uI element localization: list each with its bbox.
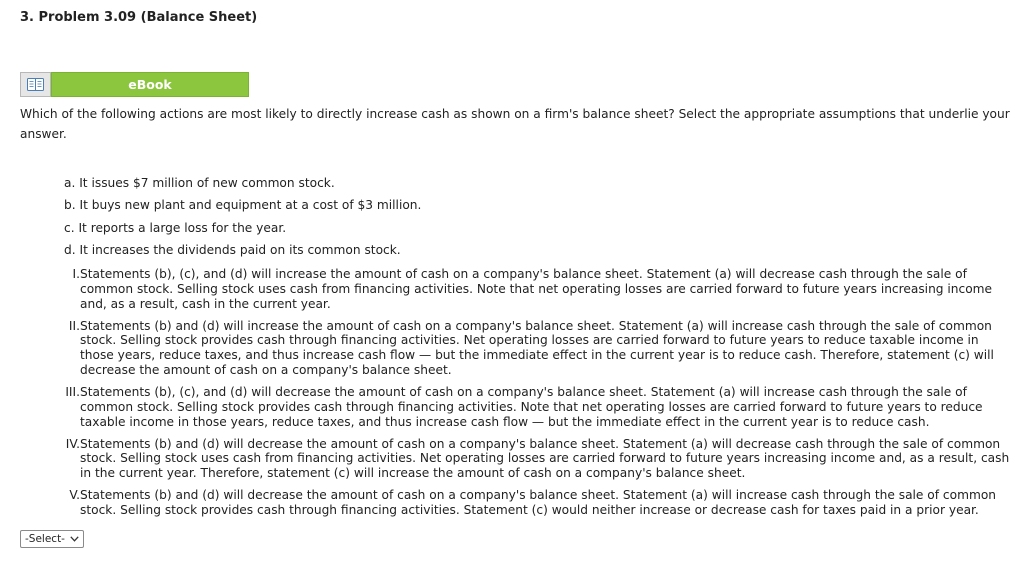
option-text: Statements (b) and (d) will decrease the amount of cash on a company's balance sheet. Statement (a) will increase cash through the sale of common stock. Selling stock provides cash through financing activities. Statement (c) would neither increase or decrease cash for taxes paid in a prior year. bbox=[80, 488, 997, 517]
action-list bbox=[64, 173, 1004, 263]
action-item-c: c. It reports a large loss for the year. bbox=[64, 220, 287, 235]
answer-select[interactable] bbox=[20, 530, 84, 548]
option-text: Statements (b) and (d) will increase the amount of cash on a company's balance sheet. Statement (a) will increase cash through the sale of common stock. Selling stock provides cash through financing activities. Net operating losses are carried forward to future years to reduce taxable income in those years, reduce taxes, and thus increase cash flow — but the immediate effect in the current year is to reduce cash. Therefore, statement (c) will decrease the amount of cash on a company's balance sheet. bbox=[80, 318, 994, 377]
option-v bbox=[50, 488, 1015, 518]
option-label: V. bbox=[69, 488, 80, 503]
action-item-b: b. It buys new plant and equipment at a cost of $3 million. bbox=[64, 198, 422, 213]
page-title: 3. Problem 3.09 (Balance Sheet) bbox=[20, 10, 258, 25]
chevron-down-icon bbox=[70, 536, 79, 542]
action-item-a: a. It issues $7 million of new common stock. bbox=[64, 176, 335, 190]
option-text: Statements (b), (c), and (d) will increase the amount of cash on a company's balance sheet. Statement (a) will decrease cash through the sale of common stock. Selling stock uses cash from financing activities. Note that net operating losses are carried forward to future years increasing income and, as a result, cash in the current year. bbox=[80, 267, 993, 311]
option-ii bbox=[50, 319, 1015, 378]
option-iii bbox=[50, 385, 1015, 429]
option-label: I. bbox=[72, 267, 80, 281]
option-iv bbox=[50, 437, 1015, 481]
ebook-toggle[interactable] bbox=[20, 72, 51, 97]
answer-options bbox=[50, 267, 1015, 525]
ebook-button[interactable]: eBook bbox=[51, 72, 249, 97]
select-value: -Select- bbox=[25, 533, 65, 545]
option-label: IV. bbox=[65, 436, 80, 451]
option-label: III. bbox=[65, 384, 80, 399]
book-icon bbox=[27, 78, 44, 91]
option-text: Statements (b), (c), and (d) will decrease the amount of cash on a company's balance sheet. Statement (a) will increase cash through the sale of common stock. Selling stock provides cash through financing activities. Note that net operating losses are carried forward to future years to reduce taxable income in those years, reduce taxes, and thus increase cash flow — but the immediate effect in the current year is to reduce cash. bbox=[80, 384, 983, 429]
action-item-d: d. It increases the dividends paid on its common stock. bbox=[64, 243, 401, 258]
option-i bbox=[50, 267, 1015, 311]
ebook-bar bbox=[20, 72, 249, 97]
option-label: II. bbox=[68, 318, 80, 333]
question-text: Which of the following actions are most likely to directly increase cash as shown on a firm's balance sheet? Select the appropriate assumptions that underlie your answer. bbox=[20, 107, 1010, 141]
option-text: Statements (b) and (d) will decrease the amount of cash on a company's balance sheet. Statement (a) will decrease cash through the sale of common stock. Selling stock uses cash from financing activities. Net operating losses are carried forward to future years increasing income and, as a result, cash in the current year. Therefore, statement (c) will increase the amount of cash on a company's balance sheet. bbox=[80, 436, 1010, 481]
